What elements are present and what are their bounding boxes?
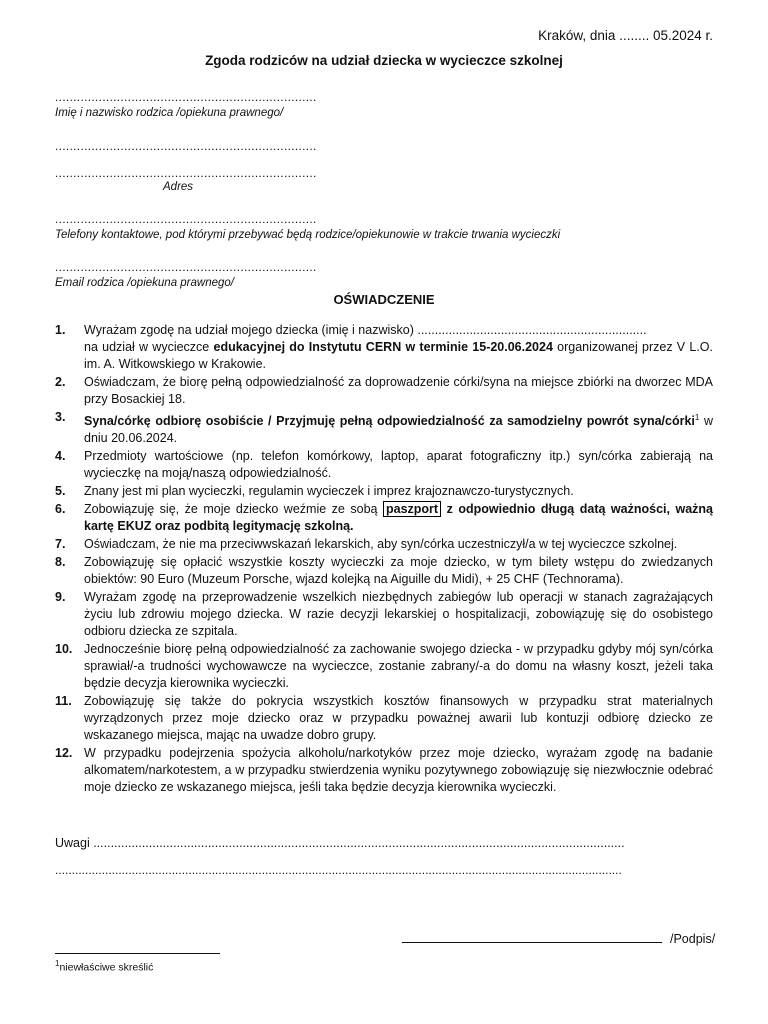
item-text: Wyrażam zgodę na udział mojego dziecka (imię i nazwisko) .................................................................. bbox=[84, 323, 647, 337]
item-number: 3. bbox=[55, 410, 66, 424]
footnote-mark: 1 bbox=[55, 959, 60, 968]
signature-label: /Podpis/ bbox=[670, 932, 716, 946]
item-text: Zobowiązuję się opłacić wszystkie koszty wycieczki za moje dziecko, w tym bilety wstępu do zwiedzanych obiektów: 90 Euro (Muzeum Porsche, wjazd kolejką na Aiguille du Midi), + 25 CHF (Technorama). bbox=[84, 555, 713, 587]
item-number: 11. bbox=[55, 694, 72, 709]
list-item bbox=[55, 745, 713, 796]
list-item bbox=[55, 554, 713, 588]
item-text: Znany jest mi plan wycieczki, regulamin wycieczek i imprez krajoznawczo-turystycznych. bbox=[84, 484, 574, 499]
item-text: Oświadczam, że nie ma przeciwwskazań lekarskich, aby syn/córka uczestniczył/a w tej wycieczce szkolnej. bbox=[84, 537, 678, 552]
list-item bbox=[55, 589, 713, 640]
list-item bbox=[55, 501, 713, 535]
remarks-field-line2[interactable]: .......................................................................................................................................................................... bbox=[55, 863, 622, 877]
email-field[interactable]: ........................................................................ bbox=[55, 260, 317, 274]
item-text: na udział w wycieczce bbox=[84, 340, 214, 354]
email-label: Email rodzica /opiekuna prawnego/ bbox=[55, 277, 234, 289]
list-item bbox=[55, 374, 713, 408]
item-number: 8. bbox=[55, 555, 66, 570]
item-text: Przedmioty wartościowe (np. telefon komórkowy, laptop, aparat fotograficzny itp.) syn/córka zabierają na wycieczkę na moją/naszą odpowiedzialność. bbox=[84, 449, 713, 481]
item-text: w dniu 20.06.2024. bbox=[84, 414, 713, 446]
list-item bbox=[55, 693, 713, 744]
list-item bbox=[55, 409, 713, 447]
signature-block bbox=[402, 930, 715, 946]
item-text: Jednocześnie biorę pełną odpowiedzialność za zachowanie swojego dziecka - w przypadku gdyby mój syn/córka sprawiał/-a trudności wychowawcze na wycieczce, zostanie zabrany/-a do domu na własny koszt, jeżeli taka będzie decyzja kierownika wycieczki. bbox=[84, 642, 713, 691]
item-bold-text: Syna/córkę odbiorę osobiście / Przyjmuję pełną odpowiedzialność za samodzielny powrót syna/córki bbox=[84, 414, 695, 429]
address-field-1[interactable]: ........................................................................ bbox=[55, 139, 317, 153]
parent-name-field[interactable]: ........................................................................ bbox=[55, 90, 317, 104]
remarks-field[interactable]: Uwagi ......................................................................................................................................................... bbox=[55, 836, 625, 850]
place-date: Kraków, dnia ........ 05.2024 r. bbox=[538, 28, 713, 43]
footnote-ref: 1 bbox=[694, 413, 700, 422]
footnote-text: niewłaściwe skreślić bbox=[59, 961, 154, 974]
item-number: 9. bbox=[55, 590, 66, 605]
phones-label: Telefony kontaktowe, pod którymi przebywać będą rodzice/opiekunowie w trakcie trwania wycieczki bbox=[55, 229, 561, 241]
list-item bbox=[55, 322, 713, 373]
declaration-heading: OŚWIADCZENIE bbox=[333, 292, 435, 307]
item-number: 7. bbox=[55, 537, 66, 552]
item-number: 1. bbox=[55, 323, 66, 337]
parent-name-label: Imię i nazwisko rodzica /opiekuna prawnego/ bbox=[55, 107, 284, 119]
phones-field[interactable]: ........................................................................ bbox=[55, 212, 317, 226]
item-text: Zobowiązuję się, że moje dziecko weźmie ze sobą bbox=[84, 502, 383, 517]
item-text: Zobowiązuję się także do pokrycia wszystkich kosztów finansowych w przypadku strat materialnych wyrządzonych przez moje dziecko oraz w przypadku poważnej awarii lub kontuzji odbiorę dziecko ze wskazanego miejsca, mając na uwadze dobro grupy. bbox=[84, 694, 713, 743]
item-text: Wyrażam zgodę na przeprowadzenie wszelkich niezbędnych zabiegów lub operacji w stanach zagrażających życiu lub zdrowiu mojego dziecka. W razie decyzji lekarskiej o hospitalizacji, zobowiązuję się do osobistego odbioru dziecka ze szpitala. bbox=[84, 590, 713, 639]
list-item bbox=[55, 536, 713, 553]
item-number: 6. bbox=[55, 502, 66, 517]
item-bold-text: z odpowiednio długą datą ważności, ważną kartę EKUZ oraz podbitą legitymację szkolną. bbox=[84, 502, 713, 534]
list-item bbox=[55, 448, 713, 482]
list-item bbox=[55, 641, 713, 692]
item-number: 12. bbox=[55, 746, 73, 761]
item-bold-text: edukacyjnej do Instytutu CERN w terminie 15-20.06.2024 bbox=[213, 340, 553, 354]
signature-line[interactable] bbox=[402, 930, 662, 943]
address-field-2[interactable]: ........................................................................ bbox=[55, 166, 317, 180]
list-item bbox=[55, 483, 713, 500]
item-number: 2. bbox=[55, 375, 66, 389]
passport-highlight: paszport bbox=[383, 501, 441, 517]
item-text: W przypadku podejrzenia spożycia alkoholu/narkotyków przez moje dziecko, wyrażam zgodę na badanie alkomatem/narkotestem, a w przypadku stwierdzenia wyniku pozytywnego zobowiązuję się niezwłocznie odebrać moje dziecko ze wskazanego miejsca, jeśli taka będzie decyzja kierownika wycieczki. bbox=[84, 746, 713, 795]
item-text: Oświadczam, że biorę pełną odpowiedzialność za doprowadzenie córki/syna na miejsce zbiórki na dworzec MDA przy Bosackiej 18. bbox=[84, 375, 713, 406]
item-number: 4. bbox=[55, 449, 66, 464]
address-label: Adres bbox=[163, 181, 194, 193]
item-number: 10. bbox=[55, 642, 73, 657]
footnote bbox=[55, 959, 153, 974]
item-text: organizowanej przez V L.O. im. A. Witkowskiego w Krakowie. bbox=[84, 340, 713, 371]
declaration-list bbox=[55, 322, 713, 797]
document-title: Zgoda rodziców na udział dziecka w wycieczce szkolnej bbox=[205, 53, 563, 68]
item-number: 5. bbox=[55, 484, 66, 499]
footnote-divider bbox=[55, 953, 220, 954]
